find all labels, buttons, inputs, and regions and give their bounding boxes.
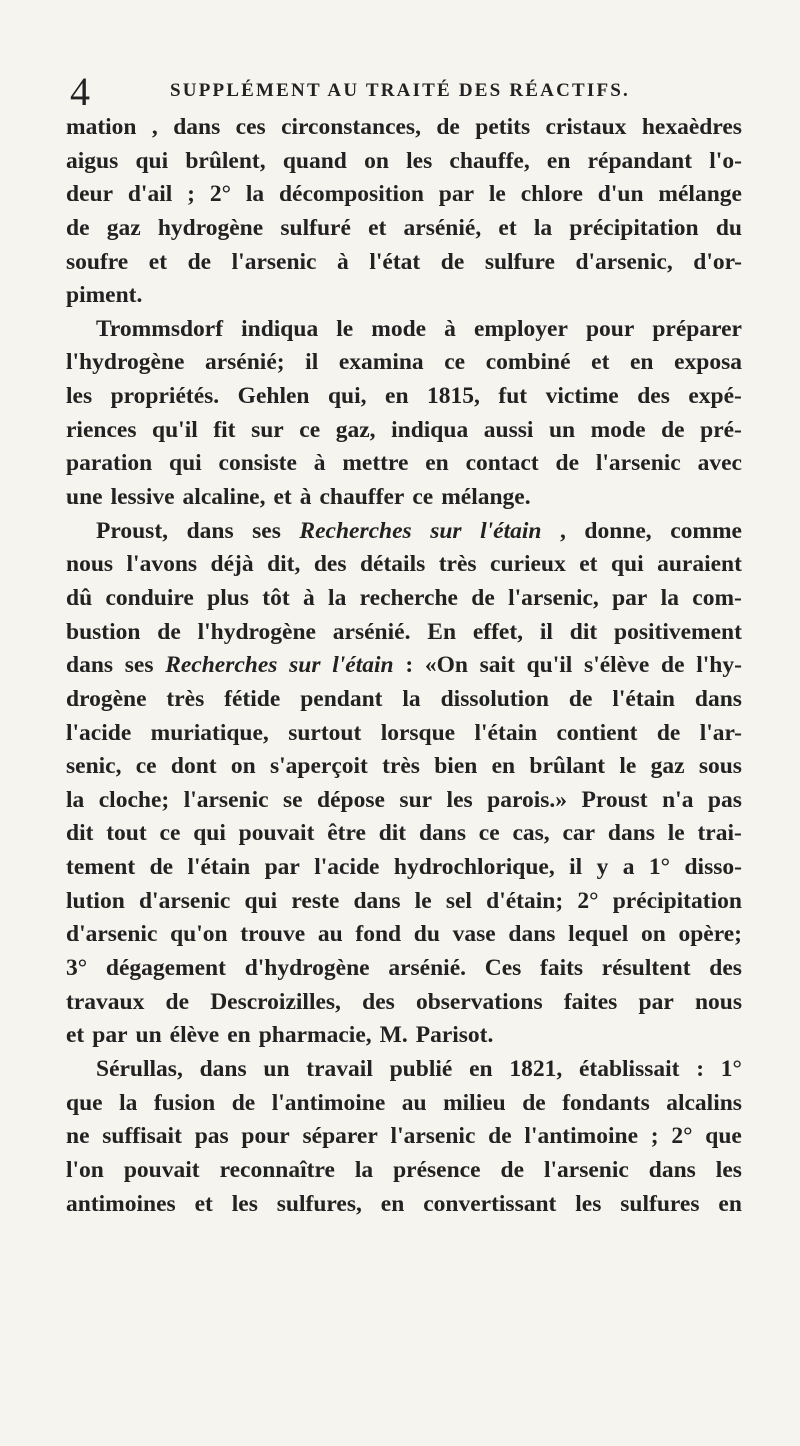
text-line: lution d'arsenic qui reste dans le sel d'étain; 2° précipitation bbox=[66, 887, 742, 914]
text-line: soufre et de l'arsenic à l'état de sulfure d'arsenic, d'or- bbox=[66, 248, 742, 275]
text-line: drogène très fétide pendant la dissolution de l'étain dans bbox=[66, 685, 742, 712]
text-line: l'hydrogène arsénié; il examina ce combiné et en exposa bbox=[66, 349, 742, 376]
text-line: ne suffisait pas pour séparer l'arsenic de l'antimoine ; 2° que bbox=[66, 1123, 742, 1150]
text-line: piment. bbox=[66, 282, 143, 309]
running-head bbox=[64, 69, 744, 114]
text-line: antimoines et les sulfures, en convertissant les sulfures en bbox=[66, 1190, 742, 1217]
text-line: tement de l'étain par l'acide hydrochlorique, il y a 1° disso- bbox=[66, 854, 742, 881]
text-line: deur d'ail ; 2° la décomposition par le chlore d'un mélange bbox=[66, 181, 742, 208]
text-line: aigus qui brûlent, quand on les chauffe, en répandant l'o- bbox=[66, 147, 742, 174]
text-line: dans ses Recherches sur l'étain : «On sait qu'il s'élève de l'hy- bbox=[66, 652, 742, 679]
body-text bbox=[66, 111, 742, 1221]
text-line: travaux de Descroizilles, des observations faites par nous bbox=[66, 988, 742, 1015]
text-line: 3° dégagement d'hydrogène arsénié. Ces faits résultent des bbox=[66, 955, 742, 982]
text-line: une lessive alcaline, et à chauffer ce mélange. bbox=[66, 484, 531, 511]
text-line: paration qui consiste à mettre en contact de l'arsenic avec bbox=[66, 450, 742, 477]
text-line: nous l'avons déjà dit, des détails très curieux et qui auraient bbox=[66, 551, 742, 578]
text-line: Trommsdorf indiqua le mode à employer pour préparer bbox=[96, 315, 742, 342]
text-line: et par un élève en pharmacie, M. Parisot. bbox=[66, 1022, 494, 1049]
text-line: de gaz hydrogène sulfuré et arsénié, et la précipitation du bbox=[66, 214, 742, 241]
text-line: Sérullas, dans un travail publié en 1821, établissait : 1° bbox=[96, 1055, 742, 1082]
running-title: SUPPLÉMENT AU TRAITÉ DES RÉACTIFS. bbox=[170, 80, 630, 101]
text-line: Proust, dans ses Recherches sur l'étain , donne, comme bbox=[96, 517, 742, 544]
text-line: riences qu'il fit sur ce gaz, indiqua aussi un mode de pré- bbox=[66, 416, 742, 443]
text-line: la cloche; l'arsenic se dépose sur les parois.» Proust n'a pas bbox=[66, 786, 742, 813]
text-line: dû conduire plus tôt à la recherche de l'arsenic, par la com- bbox=[66, 584, 742, 611]
text-line: que la fusion de l'antimoine au milieu de fondants alcalins bbox=[66, 1089, 742, 1116]
page-number: 4 bbox=[70, 69, 90, 114]
text-line: dit tout ce qui pouvait être dit dans ce cas, car dans le trai- bbox=[66, 820, 742, 847]
text-line: bustion de l'hydrogène arsénié. En effet, il dit positivement bbox=[66, 618, 742, 645]
text-line: senic, ce dont on s'aperçoit très bien en brûlant le gaz sous bbox=[66, 753, 742, 780]
text-line: l'on pouvait reconnaître la présence de l'arsenic dans les bbox=[66, 1156, 742, 1183]
text-line: mation , dans ces circonstances, de petits cristaux hexaèdres bbox=[66, 114, 742, 140]
text-line: l'acide muriatique, surtout lorsque l'étain contient de l'ar- bbox=[66, 719, 742, 746]
text-line: les propriétés. Gehlen qui, en 1815, fut victime des expé- bbox=[66, 383, 742, 410]
text-line: d'arsenic qu'on trouve au fond du vase dans lequel on opère; bbox=[66, 921, 742, 948]
